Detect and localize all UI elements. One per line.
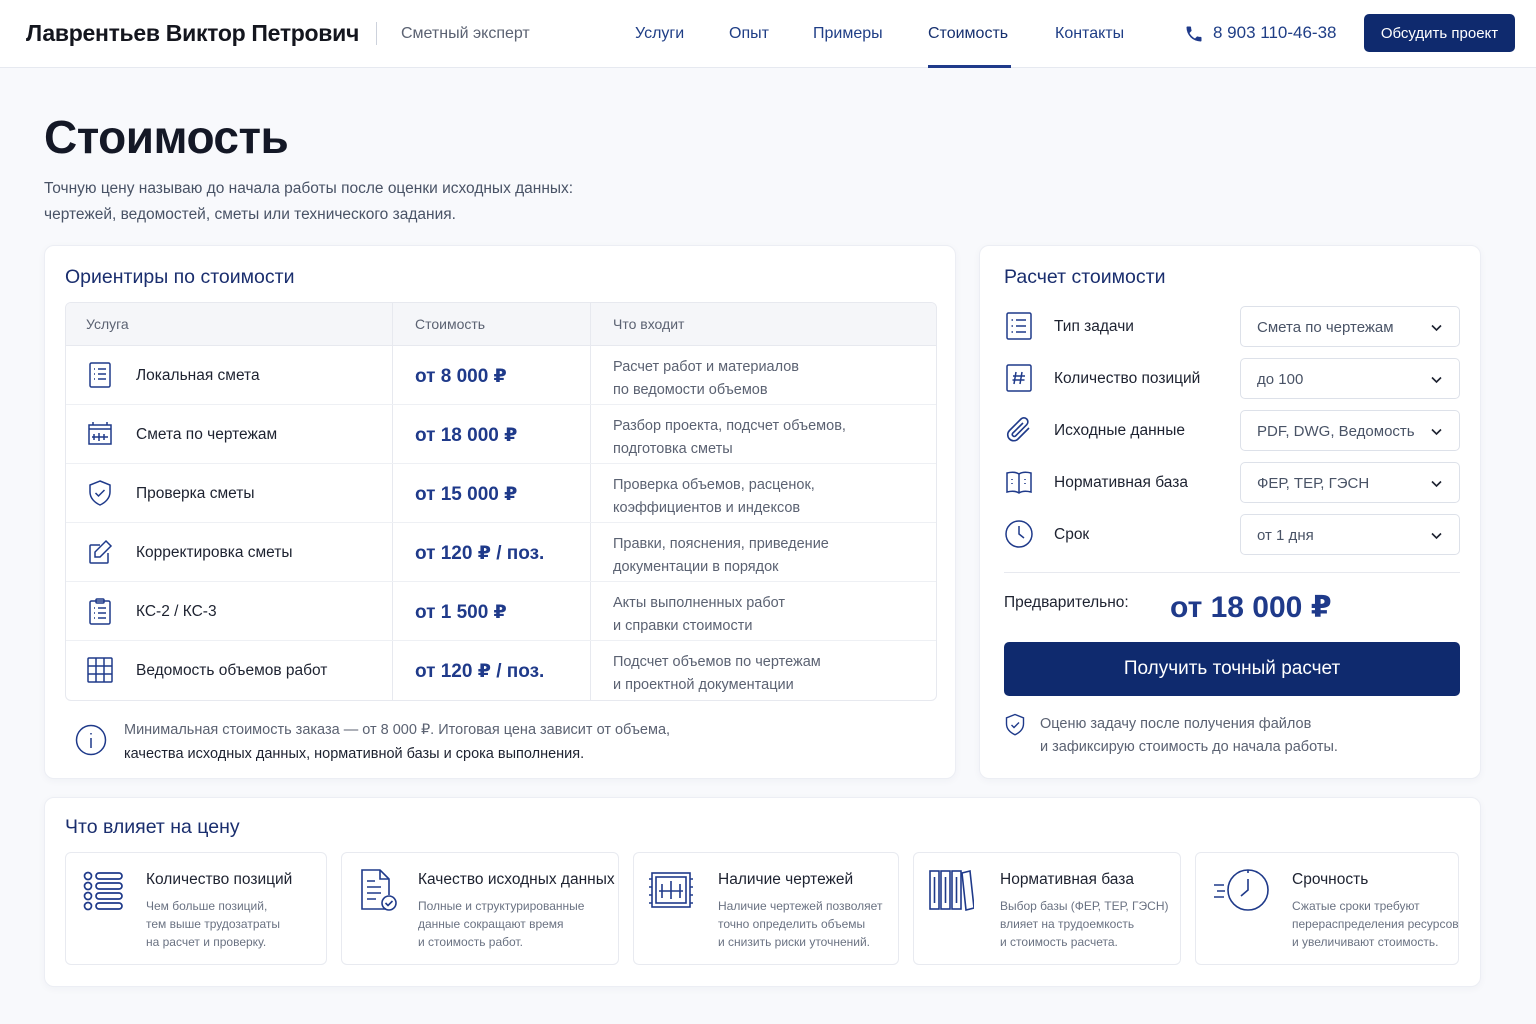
factor-card: Нормативная база Выбор базы (ФЕР, ТЕР, ГЭСН) влияет на трудоемкость и стоимость расчета. bbox=[913, 852, 1181, 965]
nav-services[interactable]: Услуги bbox=[635, 25, 685, 42]
grid-table-icon bbox=[86, 656, 114, 684]
col-header-service: Услуга bbox=[86, 316, 129, 332]
books-icon bbox=[928, 867, 974, 913]
brand-divider bbox=[376, 22, 377, 45]
list-document-icon bbox=[86, 361, 114, 389]
factor-card: Срочность Сжатые сроки требуют перераспределения ресурсов и увеличивают стоимость. bbox=[1195, 852, 1459, 965]
chevron-down-icon bbox=[1430, 321, 1443, 334]
factor-card: Качество исходных данных Полные и структурированные данные сокращают время и стоимость работ. bbox=[341, 852, 619, 965]
service-name: Смета по чертежам bbox=[136, 426, 278, 443]
norm-base-select[interactable]: ФЕР, ТЕР, ГЭСН bbox=[1240, 462, 1460, 503]
page-lead bbox=[44, 176, 644, 228]
calc-field-norm-base: Нормативная база ФЕР, ТЕР, ГЭСН bbox=[1004, 462, 1460, 503]
nav-active-indicator bbox=[928, 65, 1011, 68]
service-name: Локальная смета bbox=[136, 367, 260, 384]
table-row bbox=[66, 641, 936, 700]
chevron-down-icon bbox=[1430, 425, 1443, 438]
brand-subtitle: Сметный эксперт bbox=[401, 25, 530, 42]
site-header bbox=[0, 0, 1536, 68]
chevron-down-icon bbox=[1430, 373, 1443, 386]
calc-field-deadline: Срок от 1 дня bbox=[1004, 514, 1460, 555]
service-price: от 18 000 ₽ bbox=[415, 425, 518, 446]
service-price: от 8 000 ₽ bbox=[415, 366, 507, 387]
factors-card bbox=[44, 797, 1481, 987]
factor-card: Количество позиций Чем больше позиций, тем выше трудозатраты на расчет и проверку. bbox=[65, 852, 327, 965]
phone-link[interactable]: 8 903 110-46-38 bbox=[1213, 23, 1337, 42]
service-name: Ведомость объемов работ bbox=[136, 662, 328, 679]
service-description: Разбор проекта, подсчет объемов, подготовка сметы bbox=[613, 418, 846, 457]
checklist-icon bbox=[1004, 311, 1034, 341]
calc-field-task-type: Тип задачи Смета по чертежам bbox=[1004, 306, 1460, 347]
pricing-note: Минимальная стоимость заказа — от 8 000 ₽. Итоговая цена зависит от объема, качества исходных данных, нормативной базы и срока выполнения. bbox=[124, 722, 671, 762]
lead-line-1: Точную цену называю до начала работы после оценки исходных данных: bbox=[44, 180, 574, 197]
table-header bbox=[66, 303, 936, 346]
shield-check-icon bbox=[86, 479, 114, 507]
pricing-table bbox=[65, 302, 937, 701]
calculator-title: Расчет стоимости bbox=[1004, 266, 1166, 288]
col-header-price: Стоимость bbox=[415, 316, 486, 332]
list-icon bbox=[80, 867, 126, 913]
deadline-select[interactable]: от 1 дня bbox=[1240, 514, 1460, 555]
service-description: Проверка объемов, расценок, коэффициентов и индексов bbox=[613, 477, 815, 516]
source-data-select[interactable]: PDF, DWG, Ведомость bbox=[1240, 410, 1460, 451]
table-row bbox=[66, 346, 936, 405]
factors-title: Что влияет на цену bbox=[65, 816, 240, 838]
nav-experience[interactable]: Опыт bbox=[729, 25, 769, 42]
service-name: КС-2 / КС-3 bbox=[136, 603, 217, 620]
service-price: от 15 000 ₽ bbox=[415, 484, 518, 505]
service-name: Корректировка сметы bbox=[136, 544, 293, 561]
book-icon bbox=[1004, 467, 1034, 497]
paperclip-icon bbox=[1004, 415, 1034, 445]
table-row bbox=[66, 405, 936, 464]
nav-contacts[interactable]: Контакты bbox=[1055, 25, 1125, 42]
factor-card: Наличие чертежей Наличие чертежей позволяет точно определить объемы и снизить риски уточнений. bbox=[633, 852, 899, 965]
service-name: Проверка сметы bbox=[136, 485, 255, 502]
service-description: Подсчет объемов по чертежам и проектной документации bbox=[613, 654, 821, 693]
get-exact-quote-button[interactable]: Получить точный расчет bbox=[1004, 642, 1460, 696]
table-row bbox=[66, 523, 936, 582]
positions-select[interactable]: до 100 bbox=[1240, 358, 1460, 399]
calc-field-source-data: Исходные данные PDF, DWG, Ведомость bbox=[1004, 410, 1460, 451]
brand-name[interactable]: Лаврентьев Виктор Петрович bbox=[26, 20, 360, 46]
edit-icon bbox=[86, 538, 114, 566]
hash-icon bbox=[1004, 363, 1034, 393]
shield-check-icon bbox=[1004, 713, 1026, 737]
divider bbox=[1004, 572, 1460, 573]
clock-icon bbox=[1004, 519, 1034, 549]
service-description: Правки, пояснения, приведение документации в порядок bbox=[613, 536, 829, 575]
lead-line-2: чертежей, ведомостей, сметы или технического задания. bbox=[44, 206, 456, 223]
preliminary-label: Предварительно: bbox=[1004, 594, 1129, 611]
table-row bbox=[66, 464, 936, 523]
col-header-includes: Что входит bbox=[613, 316, 685, 332]
drawing-icon bbox=[648, 867, 694, 913]
table-row bbox=[66, 582, 936, 641]
service-description: Акты выполненных работ и справки стоимости bbox=[613, 595, 786, 634]
discuss-project-button[interactable]: Обсудить проект bbox=[1364, 14, 1515, 52]
info-icon bbox=[75, 724, 107, 756]
service-price: от 120 ₽ / поз. bbox=[415, 543, 545, 564]
blueprint-icon bbox=[86, 420, 114, 448]
calc-field-positions: Количество позиций до 100 bbox=[1004, 358, 1460, 399]
document-check-icon bbox=[356, 867, 402, 913]
service-price: от 1 500 ₽ bbox=[415, 602, 507, 623]
fast-clock-icon bbox=[1212, 867, 1270, 913]
chevron-down-icon bbox=[1430, 529, 1443, 542]
service-price: от 120 ₽ / поз. bbox=[415, 661, 545, 682]
clipboard-icon bbox=[86, 597, 114, 625]
calculator-card bbox=[979, 245, 1481, 779]
nav-examples[interactable]: Примеры bbox=[813, 25, 883, 42]
preliminary-price: от 18 000 ₽ bbox=[1170, 591, 1332, 624]
service-description: Расчет работ и материалов по ведомости объемов bbox=[613, 359, 800, 398]
pricing-title: Ориентиры по стоимости bbox=[65, 266, 295, 288]
nav-pricing[interactable]: Стоимость bbox=[928, 25, 1009, 42]
phone-icon bbox=[1184, 24, 1204, 44]
page-title: Стоимость bbox=[44, 111, 289, 163]
task-type-select[interactable]: Смета по чертежам bbox=[1240, 306, 1460, 347]
guarantee-note: Оценю задачу после получения файлов и зафиксирую стоимость до начала работы. bbox=[1040, 716, 1338, 755]
pricing-card bbox=[44, 245, 956, 779]
chevron-down-icon bbox=[1430, 477, 1443, 490]
